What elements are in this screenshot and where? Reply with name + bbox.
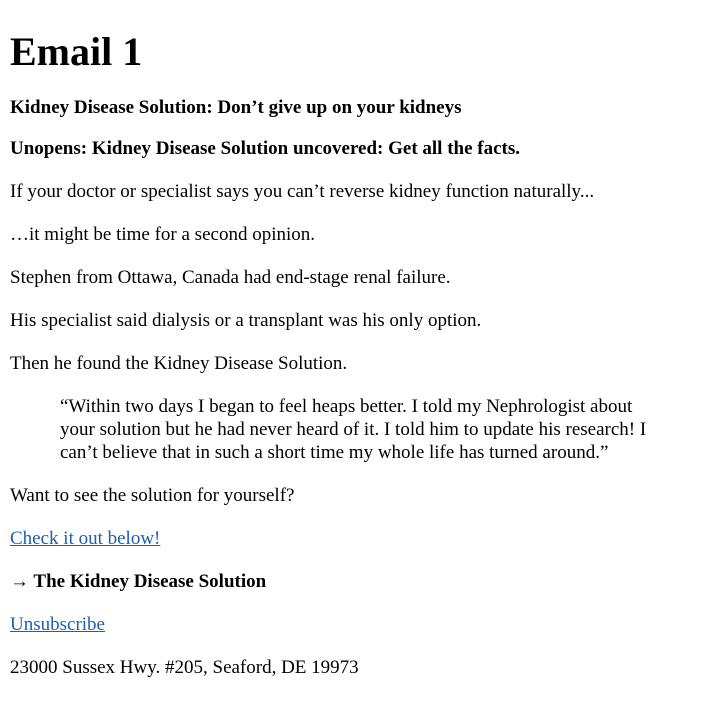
question-paragraph: Want to see the solution for yourself? [10, 485, 295, 506]
mailing-address: 23000 Sussex Hwy. #205, Seaford, DE 19973 [10, 657, 359, 678]
product-line: → The Kidney Disease Solution [10, 571, 267, 592]
unsubscribe-link[interactable]: Unsubscribe [10, 614, 105, 635]
body-paragraph-3: Stephen from Ottawa, Canada had end-stage renal failure. [10, 267, 451, 288]
body-paragraph-1: If your doctor or specialist says you can’t reverse kidney function naturally... [10, 181, 595, 202]
email-title: Email 1 [10, 29, 143, 74]
body-paragraph-5: Then he found the Kidney Disease Solution. [10, 353, 348, 374]
cta-paragraph [10, 527, 711, 550]
email-unopens-subject: Unopens: Kidney Disease Solution uncovered: Get all the facts. [10, 138, 521, 159]
unsubscribe-paragraph [10, 613, 711, 636]
check-it-out-link[interactable]: Check it out below! [10, 528, 161, 549]
body-paragraph-4: His specialist said dialysis or a transplant was his only option. [10, 310, 482, 331]
email-subject: Kidney Disease Solution: Don’t give up on your kidneys [10, 97, 462, 118]
body-paragraph-2: …it might be time for a second opinion. [10, 224, 316, 245]
testimonial-quote: “Within two days I began to feel heaps better. I told my Nephrologist about your solution but he had never heard of it. I told him to update his research! I can’t believe that in such a short time my whole life has turned around.” [60, 396, 647, 463]
